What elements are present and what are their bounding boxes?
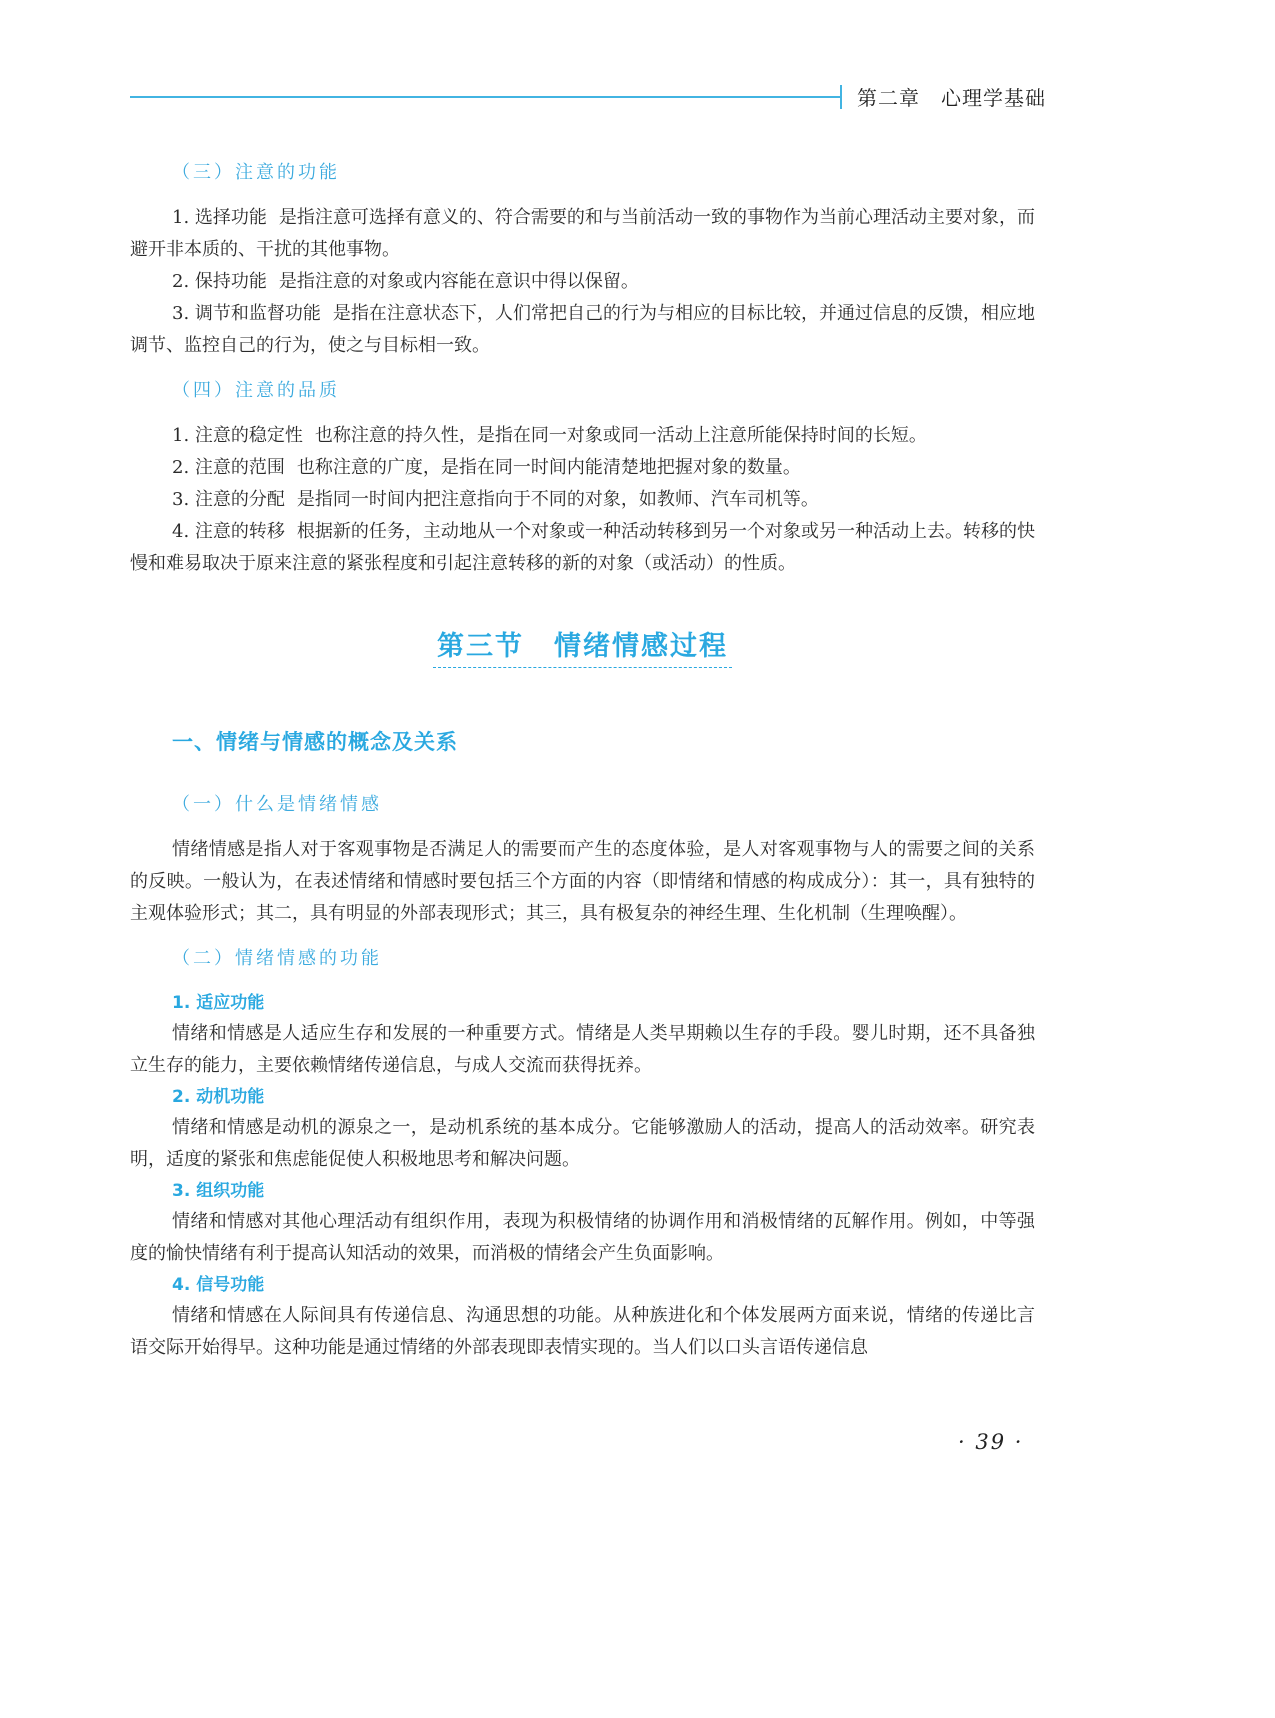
paragraph bbox=[130, 202, 1035, 266]
subsection-title-function: （三）注意的功能 bbox=[172, 162, 340, 183]
header-rule-tick bbox=[840, 85, 842, 109]
definition: 是指注意的对象或内容能在意识中得以保留。 bbox=[278, 271, 639, 292]
definition: 根据新的任务，主动地从一个对象或一种活动转移到另一个对象或另一种活动上去。转移的快慢和难易取决于原来注意的紧张程度和引起注意转移的新的对象（或活动）的性质。 bbox=[130, 521, 1035, 574]
term: 3. 注意的分配 bbox=[172, 489, 285, 510]
term: 1. 选择功能 bbox=[172, 207, 267, 228]
numbered-heading: 2. 动机功能 bbox=[172, 1087, 265, 1107]
section-name: 情绪情感过程 bbox=[554, 631, 728, 662]
running-head: 第二章 心理学基础 bbox=[857, 86, 1046, 110]
header-rule bbox=[130, 96, 840, 98]
paragraph: 情绪和情感对其他心理活动有组织作用，表现为积极情绪的协调作用和消极情绪的瓦解作用。例如，中等强度的愉快情绪有利于提高认知活动的效果，而消极的情绪会产生负面影响。 bbox=[130, 1211, 1035, 1264]
page-content bbox=[130, 158, 1035, 1364]
part-title: 一、情绪与情感的概念及关系 bbox=[172, 730, 458, 754]
subsection-title-what-is-emotion: （一）什么是情绪情感 bbox=[172, 794, 382, 815]
page-number: · 39 · bbox=[958, 1430, 1024, 1454]
subsection-title-quality: （四）注意的品质 bbox=[172, 380, 340, 401]
paragraph bbox=[130, 484, 1035, 516]
section-label: 第三节 bbox=[437, 631, 524, 662]
numbered-heading: 1. 适应功能 bbox=[172, 993, 265, 1013]
paragraph: 情绪和情感是人适应生存和发展的一种重要方式。情绪是人类早期赖以生存的手段。婴儿时期，还不具备独立生存的能力，主要依赖情绪传递信息，与成人交流而获得抚养。 bbox=[130, 1023, 1035, 1076]
paragraph: 情绪和情感是动机的源泉之一，是动机系统的基本成分。它能够激励人的活动，提高人的活动效率。研究表明，适度的紧张和焦虑能促使人积极地思考和解决问题。 bbox=[130, 1117, 1035, 1170]
section-title bbox=[433, 624, 732, 668]
definition: 是指在注意状态下，人们常把自己的行为与相应的目标比较，并通过信息的反馈，相应地调节、监控自己的行为，使之与目标相一致。 bbox=[130, 303, 1035, 356]
definition: 也称注意的持久性，是指在同一对象或同一活动上注意所能保持时间的长短。 bbox=[314, 425, 927, 446]
subsection-title-emotion-function: （二）情绪情感的功能 bbox=[172, 948, 382, 969]
paragraph bbox=[130, 420, 1035, 452]
term: 3. 调节和监督功能 bbox=[172, 303, 321, 324]
term: 4. 注意的转移 bbox=[172, 521, 285, 542]
paragraph bbox=[130, 266, 1035, 298]
section-heading bbox=[130, 624, 1035, 668]
paragraph bbox=[130, 452, 1035, 484]
paragraph: 情绪情感是指人对于客观事物是否满足人的需要而产生的态度体验，是人对客观事物与人的需要之间的关系的反映。一般认为，在表述情绪和情感时要包括三个方面的内容（即情绪和情感的构成成分）：其一，具有独特的主观体验形式；其二，具有明显的外部表现形式；其三，具有极复杂的神经生理、生化机制（生理唤醒）。 bbox=[130, 839, 1035, 924]
paragraph bbox=[130, 298, 1035, 362]
term: 2. 注意的范围 bbox=[172, 457, 285, 478]
definition: 是指注意可选择有意义的、符合需要的和与当前活动一致的事物作为当前心理活动主要对象，而避开非本质的、干扰的其他事物。 bbox=[130, 207, 1035, 260]
numbered-heading: 3. 组织功能 bbox=[172, 1181, 265, 1201]
definition: 也称注意的广度，是指在同一时间内能清楚地把握对象的数量。 bbox=[296, 457, 801, 478]
numbered-heading: 4. 信号功能 bbox=[172, 1275, 265, 1295]
term: 2. 保持功能 bbox=[172, 271, 267, 292]
paragraph bbox=[130, 516, 1035, 580]
paragraph: 情绪和情感在人际间具有传递信息、沟通思想的功能。从种族进化和个体发展两方面来说，情绪的传递比言语交际开始得早。这种功能是通过情绪的外部表现即表情实现的。当人们以口头言语传递信息 bbox=[130, 1305, 1035, 1358]
term: 1. 注意的稳定性 bbox=[172, 425, 303, 446]
definition: 是指同一时间内把注意指向于不同的对象，如教师、汽车司机等。 bbox=[296, 489, 819, 510]
